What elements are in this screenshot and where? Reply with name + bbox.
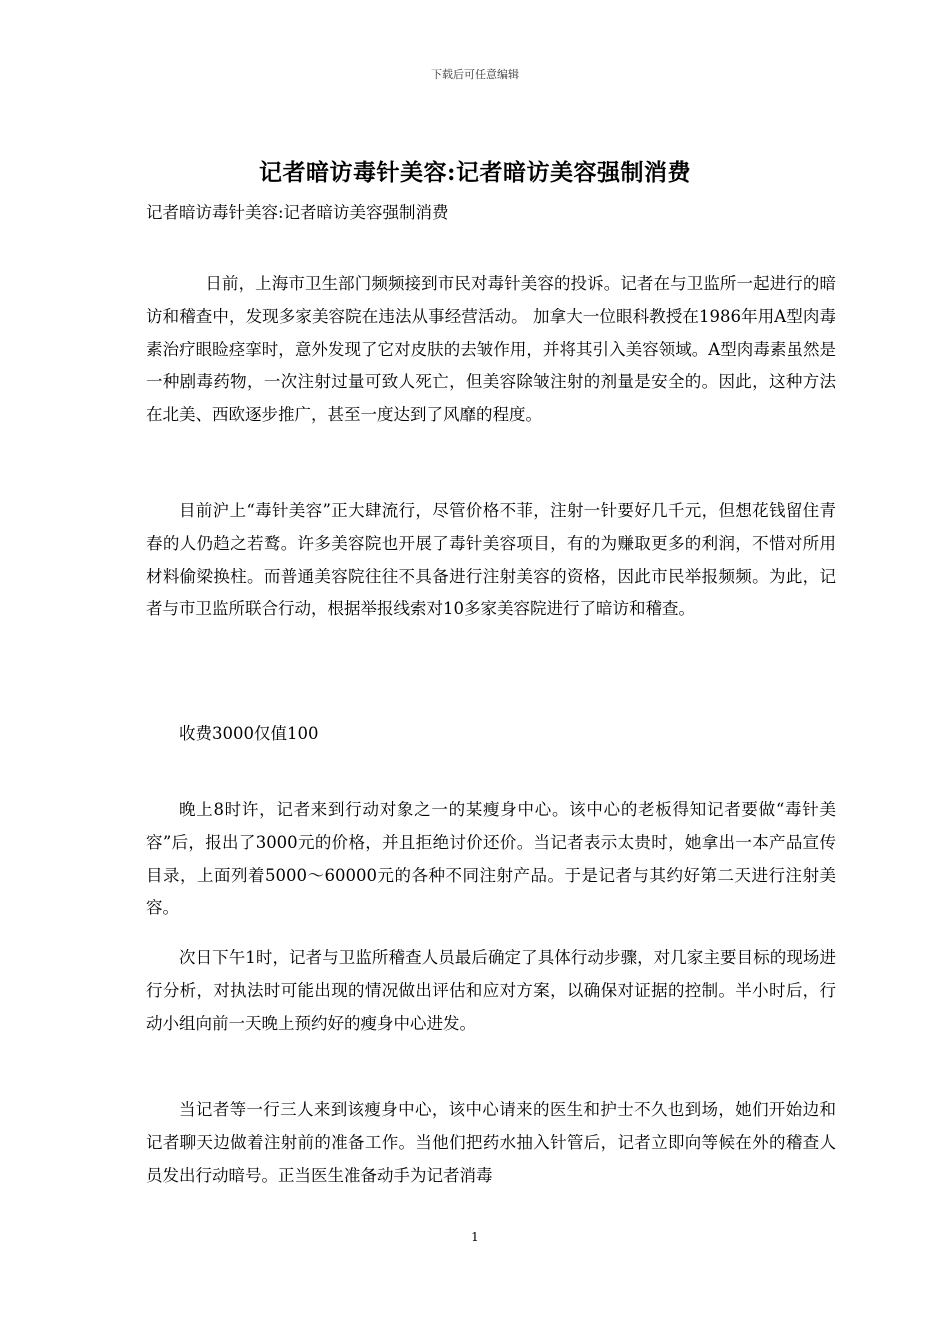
page-number: 1	[471, 1230, 479, 1244]
paragraph-next-day: 次日下午1时，记者与卫监所稽查人员最后确定了具体行动步骤，对几家主要目标的现场进行分析，对执法时可能出现的情况做出评估和应对方案，以确保对证据的控制。半小时后，行动小组向前一天晚上预约好的瘦身中心进发。	[146, 948, 836, 1033]
header-note: 下载后可任意编辑	[431, 68, 519, 81]
paragraph-popularity: 目前沪上“毒针美容”正大肆流行，尽管价格不菲，注射一针要好几千元，但想花钱留住青春的人仍趋之若鹜。许多美容院也开展了毒针美容项目，有的为赚取更多的利润，不惜对所用材料偷梁换柱。而普通美容院往往不具备进行注射美容的资格，因此市民举报频频。为此，记者与市卫监所联合行动，根据举报线索对10多家美容院进行了暗访和稽查。	[146, 501, 836, 619]
paragraph-evening-visit: 晚上8时许，记者来到行动对象之一的某瘦身中心。该中心的老板得知记者要做“毒针美容”后，报出了3000元的价格，并且拒绝讨价还价。当记者表示太贵时，她拿出一本产品宣传目录，上面列着5000～60000元的各种不同注射产品。于是记者与其约好第二天进行注射美容。	[146, 800, 836, 918]
document-subtitle: 记者暗访毒针美容:记者暗访美容强制消费	[146, 203, 449, 222]
paragraph-arrival: 当记者等一行三人来到该瘦身中心，该中心请来的医生和护士不久也到场，她们开始边和记者聊天边做着注射前的准备工作。当他们把药水抽入针管后，记者立即向等候在外的稽查人员发出行动暗号。正当医生准备动手为记者消毒	[146, 1100, 836, 1185]
paragraph-intro: 日前，上海市卫生部门频频接到市民对毒针美容的投诉。记者在与卫监所一起进行的暗访和稽查中，发现多家美容院在违法从事经营活动。 加拿大一位眼科教授在1986年用A型肉毒素治疗眼睑痉挛时，意外发现了它对皮肤的去皱作用，并将其引入美容领域。A型肉毒素虽然是一种剧毒药物，一次注射过量可致人死亡，但美容除皱注射的剂量是安全的。因此，这种方法在北美、西欧逐步推广，甚至一度达到了风靡的程度。	[146, 274, 836, 425]
section-heading: 收费3000仅值100	[179, 724, 319, 743]
document-title: 记者暗访毒针美容:记者暗访美容强制消费	[259, 159, 691, 186]
